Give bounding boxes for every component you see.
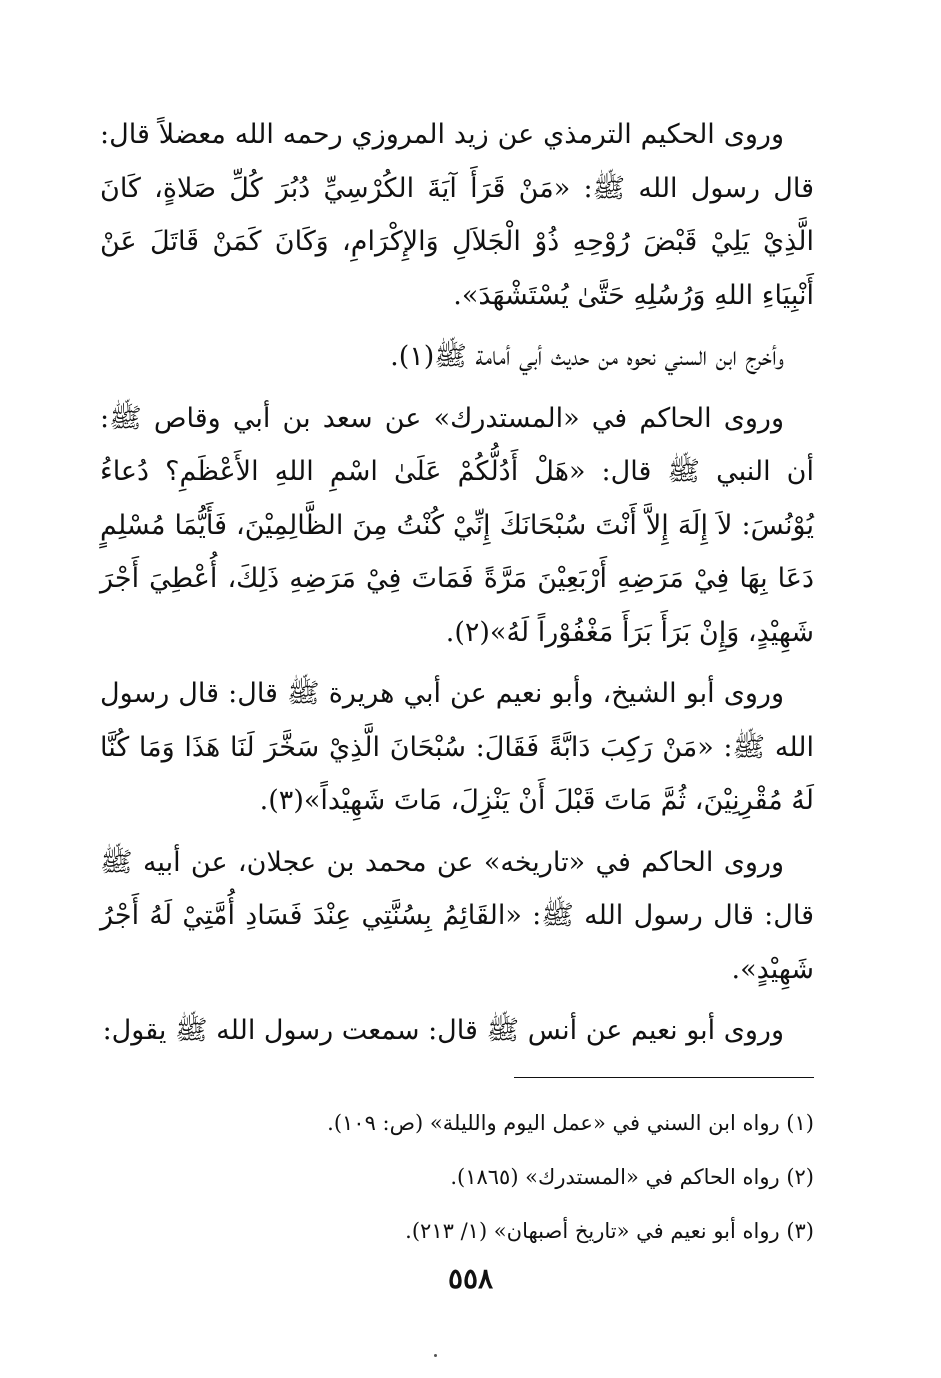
footnote-2: (٢) رواه الحاكم في «المستدرك» (١٨٦٥). [450, 1165, 814, 1189]
paragraph-text: وأخرج ابن السني نحوه من حديث أبي أمامة ﷺ(١). [390, 341, 784, 372]
paragraph-text: وروى الحاكم في «المستدرك» عن سعد بن أبي وقاص ﷺ: أن النبي ﷺ قال: «هَلْ أَدُلُّكُمْ عَلَىٰ اسْمِ اللهِ الأَعْظَمِ؟ دُعاءُ يُوْنُسَ: لاَ إِلَهَ إِلاَّ أَنْتَ سُبْحَانَكَ إِنِّيْ كُنْتُ مِنَ الظَّالِمِيْنَ، فَأَيُّمَا مُسْلِمٍ دَعَا بِهَا فِيْ مَرَضِهِ أَرْبَعِيْنَ مَرَّةً فَمَاتَ فِيْ مَرَضِهِ ذَلِكَ، أُعْطِيَ أَجْرَ شَهِيْدٍ، وَإِنْ بَرَأَ بَرَأَ مَغْفُوْراً لَهُ»(٢). [100, 402, 814, 648]
paragraph-hakim-mustadrak [100, 392, 814, 660]
paragraph-text: وروى أبو الشيخ، وأبو نعيم عن أبي هريرة ﷺ قال: قال رسول الله ﷺ: «مَنْ رَكِبَ دَابَّةً فَقَالَ: سُبْحَانَ الَّذِيْ سَخَّرَ لَنَا هَذَا وَمَا كُنَّا لَهُ مُقْرِنِيْنَ، ثُمَّ مَاتَ قَبْلَ أَنْ يَنْزِلَ، مَاتَ شَهِيْداً»(٣). [100, 678, 814, 816]
paragraph-abu-nuaym [100, 1004, 814, 1058]
paragraph-tirmidhi [100, 108, 814, 322]
scan-speck [434, 1354, 437, 1357]
paragraph-text: وروى الحاكم في «تاريخه» عن محمد بن عجلان، عن أبيه ﷺ قال: قال رسول الله ﷺ: «القَائِمُ بِسُنَّتِي عِنْدَ فَسَادِ أُمَّتِيْ لَهُ أَجْرُ شَهِيْدٍ». [100, 846, 814, 985]
paragraph-text: وروى الحكيم الترمذي عن زيد المروزي رحمه الله معضلاً قال: قال رسول الله ﷺ: «مَنْ قَرَأَ آيَةَ الكُرْسِيِّ دُبُرَ كُلِّ صَلاةٍ، كَانَ الَّذِيْ يَلِيْ قَبْضَ رُوْحِهِ ذُوْ الْجَلاَلِ وَالإِكْرَامِ، وَكَانَ كَمَنْ قَاتَلَ عَنْ أَنْبِيَاءِ اللهِ وَرُسُلِهِ حَتَّىٰ يُسْتَشْهَدَ». [100, 119, 814, 311]
page-number: ٥٥٨ [447, 1262, 494, 1295]
footnote-3: (٣) رواه أبو نعيم في «تاريخ أصبهان» (١/ ٢١٣). [405, 1219, 814, 1243]
paragraph-ibn-sunni [100, 330, 814, 384]
paragraph-hakim-tarikh [100, 836, 814, 997]
paragraph-abu-sheikh [100, 667, 814, 828]
footnote-1: (١) رواه ابن السني في «عمل اليوم والليلة» (ص: ١٠٩). [327, 1111, 814, 1135]
paragraph-text: وروى أبو نعيم عن أنس ﷺ قال: سمعت رسول الله ﷺ يقول: [102, 1015, 784, 1046]
footnote-divider [514, 1077, 814, 1078]
footnotes [100, 1096, 814, 1258]
main-text [100, 108, 814, 1066]
